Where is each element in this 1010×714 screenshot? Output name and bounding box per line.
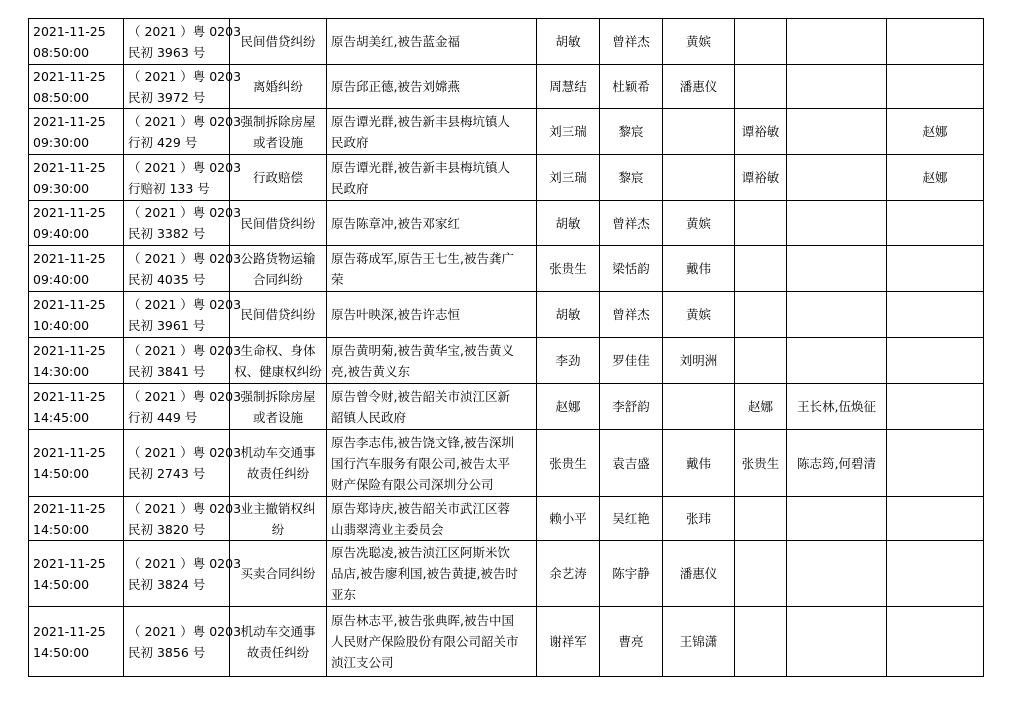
table-row: [29, 292, 984, 338]
other-member-cell: 赵娜: [887, 155, 984, 201]
parties-line: 原告冼聪凌,被告浈江区阿斯米饮: [331, 545, 510, 560]
juror-cell: [787, 65, 887, 109]
parties-line: 国行汽车服务有限公司,被告太平: [331, 455, 510, 471]
assistant-cell: [663, 155, 735, 201]
panel-member-cell: [735, 338, 787, 384]
juror-cell: [787, 541, 887, 607]
case-cause-line: 行政赔偿: [252, 170, 303, 185]
hearing-datetime-cell: [29, 607, 124, 677]
panel-member-cell: [735, 246, 787, 292]
clerk-cell: 杜颖希: [600, 65, 663, 109]
case-cause-line: 故责任纠纷: [246, 466, 310, 481]
hearing-date: 2021-11-25: [33, 445, 106, 460]
parties-line: 品店,被告廖利国,被告黄捷,被告时: [331, 566, 518, 581]
table-row: [29, 430, 984, 497]
hearing-time: 14:50:00: [33, 521, 90, 537]
case-number-cell: [124, 19, 242, 65]
clerk-cell: 黎宸: [600, 109, 663, 155]
parties-line: 亮,被告黄义东: [331, 363, 410, 379]
case-number-prefix: （ 2021 ）粤 0203: [128, 342, 242, 358]
case-number-prefix: （ 2021 ）粤 0203: [128, 205, 242, 220]
table-row: [29, 541, 984, 607]
presiding-judge-cell: 胡敏: [537, 19, 600, 65]
clerk-cell: 罗佳佳: [600, 338, 663, 384]
case-number-prefix: （ 2021 ）粤 0203: [128, 555, 242, 571]
assistant-cell: 戴伟: [663, 246, 735, 292]
clerk-cell: 李舒韵: [600, 384, 663, 430]
juror-cell: 王长林,伍焕征: [787, 384, 887, 430]
parties-line: 原告李志伟,被告饶文锋,被告深圳: [331, 434, 514, 450]
parties-line: 原告曾令财,被告韶关市浈江区新: [331, 388, 510, 404]
parties-line: 原告郑诗庆,被告韶关市武江区蓉: [331, 500, 510, 516]
case-number-suffix: 行初 429 号: [128, 134, 198, 150]
case-number-cell: [124, 65, 242, 109]
presiding-judge-cell: 刘三瑞: [537, 109, 600, 155]
clerk-cell: 曾祥杰: [600, 292, 663, 338]
panel-member-cell: 谭裕敏: [735, 109, 787, 155]
parties-line: 荣: [331, 271, 344, 287]
parties-line: 山翡翠湾业主委员会: [331, 521, 444, 537]
parties-cell: [327, 430, 537, 497]
other-member-cell: [887, 338, 984, 384]
panel-member-cell: [735, 497, 787, 541]
juror-cell: [787, 109, 887, 155]
parties-line: 原告陈章冲,被告邓家红: [331, 215, 460, 231]
case-number-suffix: 民初 3382 号: [128, 226, 206, 241]
case-number-cell: [124, 292, 242, 338]
hearing-datetime-cell: [29, 201, 124, 246]
schedule-body: [29, 19, 984, 677]
parties-line: 原告谭光群,被告新丰县梅坑镇人: [331, 113, 510, 129]
case-number-cell: [124, 607, 242, 677]
other-member-cell: [887, 246, 984, 292]
table-row: [29, 201, 984, 246]
case-cause-line: 强制拆除房屋: [240, 113, 316, 129]
case-number-suffix: 民初 3824 号: [128, 576, 206, 592]
clerk-cell: 吴红艳: [600, 497, 663, 541]
case-number-prefix: （ 2021 ）粤 0203: [128, 23, 242, 39]
case-cause-line: 机动车交通事: [240, 445, 316, 460]
case-number-cell: [124, 155, 242, 201]
hearing-date: 2021-11-25: [33, 296, 106, 312]
hearing-datetime-cell: [29, 19, 124, 65]
case-number-prefix: （ 2021 ）粤 0203: [128, 445, 242, 460]
parties-cell: [327, 109, 537, 155]
case-number-suffix: 民初 3972 号: [128, 89, 206, 105]
assistant-cell: [663, 384, 735, 430]
panel-member-cell: [735, 65, 787, 109]
other-member-cell: [887, 292, 984, 338]
clerk-cell: 梁恬韵: [600, 246, 663, 292]
assistant-cell: 潘惠仪: [663, 65, 735, 109]
case-cause-line: 机动车交通事: [240, 623, 316, 639]
case-cause-cell: [230, 109, 327, 155]
parties-cell: [327, 246, 537, 292]
parties-line: 财产保险有限公司深圳分公司: [331, 476, 494, 492]
other-member-cell: [887, 65, 984, 109]
case-cause-line: 或者设施: [252, 134, 303, 150]
case-number-cell: [124, 384, 242, 430]
parties-line: 人民财产保险股份有限公司韶关市: [331, 634, 519, 649]
hearing-time: 09:30:00: [33, 180, 90, 196]
case-number-cell: [124, 246, 242, 292]
hearing-date: 2021-11-25: [33, 250, 106, 266]
panel-member-cell: [735, 201, 787, 246]
parties-cell: [327, 65, 537, 109]
juror-cell: [787, 497, 887, 541]
presiding-judge-cell: 张贵生: [537, 430, 600, 497]
case-number-suffix: 民初 3963 号: [128, 44, 206, 60]
case-number-suffix: 民初 3856 号: [128, 644, 206, 660]
hearing-date: 2021-11-25: [33, 388, 106, 404]
case-cause-line: 离婚纠纷: [252, 79, 303, 94]
case-cause-line: 民间借贷纠纷: [240, 34, 316, 49]
case-cause-line: 买卖合同纠纷: [240, 566, 316, 581]
presiding-judge-cell: 李劲: [537, 338, 600, 384]
case-number-prefix: （ 2021 ）粤 0203: [128, 388, 242, 404]
other-member-cell: 赵娜: [887, 109, 984, 155]
case-cause-line: 故责任纠纷: [246, 644, 310, 660]
juror-cell: [787, 246, 887, 292]
case-number-cell: [124, 497, 242, 541]
case-cause-cell: [230, 201, 327, 246]
assistant-cell: 戴伟: [663, 430, 735, 497]
parties-cell: [327, 497, 537, 541]
clerk-cell: 陈宇静: [600, 541, 663, 607]
case-number-prefix: （ 2021 ）粤 0203: [128, 296, 242, 312]
panel-member-cell: 张贵生: [735, 430, 787, 497]
case-cause-cell: [230, 246, 327, 292]
case-cause-line: 纷: [271, 521, 285, 537]
case-number-prefix: （ 2021 ）粤 0203: [128, 250, 242, 266]
juror-cell: 陈志筠,何碧清: [787, 430, 887, 497]
other-member-cell: [887, 541, 984, 607]
hearing-datetime-cell: [29, 292, 124, 338]
presiding-judge-cell: 赵娜: [537, 384, 600, 430]
case-cause-cell: [230, 65, 327, 109]
presiding-judge-cell: 赖小平: [537, 497, 600, 541]
case-number-cell: [124, 201, 242, 246]
case-number-cell: [124, 338, 242, 384]
assistant-cell: 黄嫔: [663, 292, 735, 338]
hearing-time: 10:40:00: [33, 317, 90, 333]
case-cause-cell: [230, 155, 327, 201]
table-row: [29, 65, 984, 109]
case-cause-line: 生命权、身体: [240, 342, 316, 358]
parties-line: 原告谭光群,被告新丰县梅坑镇人: [331, 159, 510, 175]
case-cause-cell: [230, 497, 327, 541]
hearing-datetime-cell: [29, 430, 124, 497]
hearing-date: 2021-11-25: [33, 205, 106, 220]
clerk-cell: 黎宸: [600, 155, 663, 201]
hearing-time: 09:40:00: [33, 226, 90, 241]
case-cause-line: 强制拆除房屋: [240, 388, 316, 404]
case-cause-line: 合同纠纷: [252, 271, 303, 287]
hearing-datetime-cell: [29, 384, 124, 430]
assistant-cell: 黄嫔: [663, 19, 735, 65]
presiding-judge-cell: 刘三瑞: [537, 155, 600, 201]
case-cause-line: 公路货物运输: [240, 250, 316, 266]
hearing-date: 2021-11-25: [33, 23, 106, 39]
presiding-judge-cell: 周慧结: [537, 65, 600, 109]
table-row: [29, 155, 984, 201]
parties-cell: [327, 155, 537, 201]
case-cause-cell: [230, 19, 327, 65]
assistant-cell: 潘惠仪: [663, 541, 735, 607]
case-number-prefix: （ 2021 ）粤 0203: [128, 159, 242, 175]
hearing-schedule-table: [28, 18, 984, 677]
other-member-cell: [887, 430, 984, 497]
parties-cell: [327, 201, 537, 246]
case-number-prefix: （ 2021 ）粤 0203: [128, 113, 242, 129]
presiding-judge-cell: 胡敏: [537, 201, 600, 246]
table-row: [29, 109, 984, 155]
parties-line: 原告叶映深,被告许志恒: [331, 307, 460, 322]
case-number-cell: [124, 109, 242, 155]
case-number-suffix: 民初 3961 号: [128, 317, 206, 333]
hearing-datetime-cell: [29, 65, 124, 109]
case-cause-line: 或者设施: [252, 409, 303, 425]
case-cause-cell: [230, 384, 327, 430]
case-number-suffix: 行赔初 133 号: [128, 180, 210, 196]
case-cause-line: 民间借贷纠纷: [240, 215, 316, 231]
clerk-cell: 曹亮: [600, 607, 663, 677]
case-cause-line: 民间借贷纠纷: [240, 307, 316, 322]
hearing-time: 14:30:00: [33, 363, 90, 379]
hearing-datetime-cell: [29, 338, 124, 384]
hearing-time: 09:30:00: [33, 134, 90, 150]
assistant-cell: 张玮: [663, 497, 735, 541]
table-row: [29, 607, 984, 677]
case-number-cell: [124, 430, 242, 497]
juror-cell: [787, 201, 887, 246]
panel-member-cell: [735, 607, 787, 677]
hearing-time: 14:45:00: [33, 409, 90, 425]
case-number-prefix: （ 2021 ）粤 0203: [128, 500, 242, 516]
hearing-datetime-cell: [29, 541, 124, 607]
case-cause-line: 业主撤销权纠: [240, 500, 316, 516]
hearing-datetime-cell: [29, 246, 124, 292]
hearing-date: 2021-11-25: [33, 555, 106, 571]
assistant-cell: 黄嫔: [663, 201, 735, 246]
parties-cell: [327, 338, 537, 384]
case-cause-cell: [230, 541, 327, 607]
other-member-cell: [887, 607, 984, 677]
presiding-judge-cell: 张贵生: [537, 246, 600, 292]
table-row: [29, 246, 984, 292]
parties-cell: [327, 384, 537, 430]
other-member-cell: [887, 201, 984, 246]
clerk-cell: 曾祥杰: [600, 201, 663, 246]
clerk-cell: 曾祥杰: [600, 19, 663, 65]
case-cause-line: 权、健康权纠纷: [234, 363, 322, 379]
assistant-cell: [663, 109, 735, 155]
parties-line: 亚东: [331, 587, 357, 602]
panel-member-cell: 赵娜: [735, 384, 787, 430]
other-member-cell: [887, 19, 984, 65]
clerk-cell: 袁吉盛: [600, 430, 663, 497]
presiding-judge-cell: 谢祥军: [537, 607, 600, 677]
hearing-time: 14:50:00: [33, 576, 90, 592]
panel-member-cell: [735, 541, 787, 607]
hearing-date: 2021-11-25: [33, 159, 106, 175]
hearing-date: 2021-11-25: [33, 68, 106, 84]
juror-cell: [787, 338, 887, 384]
assistant-cell: 王锦潇: [663, 607, 735, 677]
case-cause-cell: [230, 607, 327, 677]
case-number-suffix: 民初 2743 号: [128, 466, 206, 481]
parties-line: 原告胡美红,被告蓝金福: [331, 34, 460, 49]
table-row: [29, 384, 984, 430]
hearing-date: 2021-11-25: [33, 500, 106, 516]
case-cause-cell: [230, 338, 327, 384]
panel-member-cell: [735, 292, 787, 338]
hearing-time: 14:50:00: [33, 466, 90, 481]
hearing-date: 2021-11-25: [33, 342, 106, 358]
hearing-datetime-cell: [29, 109, 124, 155]
juror-cell: [787, 19, 887, 65]
presiding-judge-cell: 胡敏: [537, 292, 600, 338]
hearing-time: 08:50:00: [33, 44, 90, 60]
parties-line: 韶镇人民政府: [331, 409, 407, 425]
case-number-suffix: 民初 4035 号: [128, 271, 206, 287]
parties-line: 浈江支公司: [331, 655, 394, 670]
parties-line: 原告蒋成军,原告王七生,被告龚广: [331, 250, 514, 266]
parties-cell: [327, 541, 537, 607]
case-number-suffix: 行初 449 号: [128, 409, 198, 425]
presiding-judge-cell: 余艺涛: [537, 541, 600, 607]
table-row: [29, 338, 984, 384]
case-cause-cell: [230, 430, 327, 497]
case-cause-cell: [230, 292, 327, 338]
hearing-datetime-cell: [29, 497, 124, 541]
hearing-datetime-cell: [29, 155, 124, 201]
hearing-date: 2021-11-25: [33, 623, 106, 639]
parties-line: 民政府: [331, 180, 369, 196]
panel-member-cell: 谭裕敏: [735, 155, 787, 201]
juror-cell: [787, 607, 887, 677]
hearing-time: 09:40:00: [33, 271, 90, 287]
case-number-suffix: 民初 3820 号: [128, 521, 206, 537]
table-row: [29, 19, 984, 65]
parties-cell: [327, 19, 537, 65]
case-number-cell: [124, 541, 242, 607]
hearing-time: 08:50:00: [33, 89, 90, 105]
parties-line: 原告林志平,被告张典晖,被告中国: [331, 613, 514, 628]
parties-line: 原告黄明菊,被告黄华宝,被告黄义: [331, 342, 514, 358]
case-number-prefix: （ 2021 ）粤 0203: [128, 623, 242, 639]
case-number-prefix: （ 2021 ）粤 0203: [128, 68, 242, 84]
juror-cell: [787, 155, 887, 201]
juror-cell: [787, 292, 887, 338]
panel-member-cell: [735, 19, 787, 65]
hearing-date: 2021-11-25: [33, 113, 106, 129]
case-number-suffix: 民初 3841 号: [128, 363, 206, 379]
table-row: [29, 497, 984, 541]
other-member-cell: [887, 384, 984, 430]
parties-line: 民政府: [331, 134, 369, 150]
assistant-cell: 刘明洲: [663, 338, 735, 384]
parties-cell: [327, 607, 537, 677]
other-member-cell: [887, 497, 984, 541]
parties-line: 原告邱正德,被告刘嫦燕: [331, 79, 460, 94]
parties-cell: [327, 292, 537, 338]
hearing-time: 14:50:00: [33, 644, 90, 660]
